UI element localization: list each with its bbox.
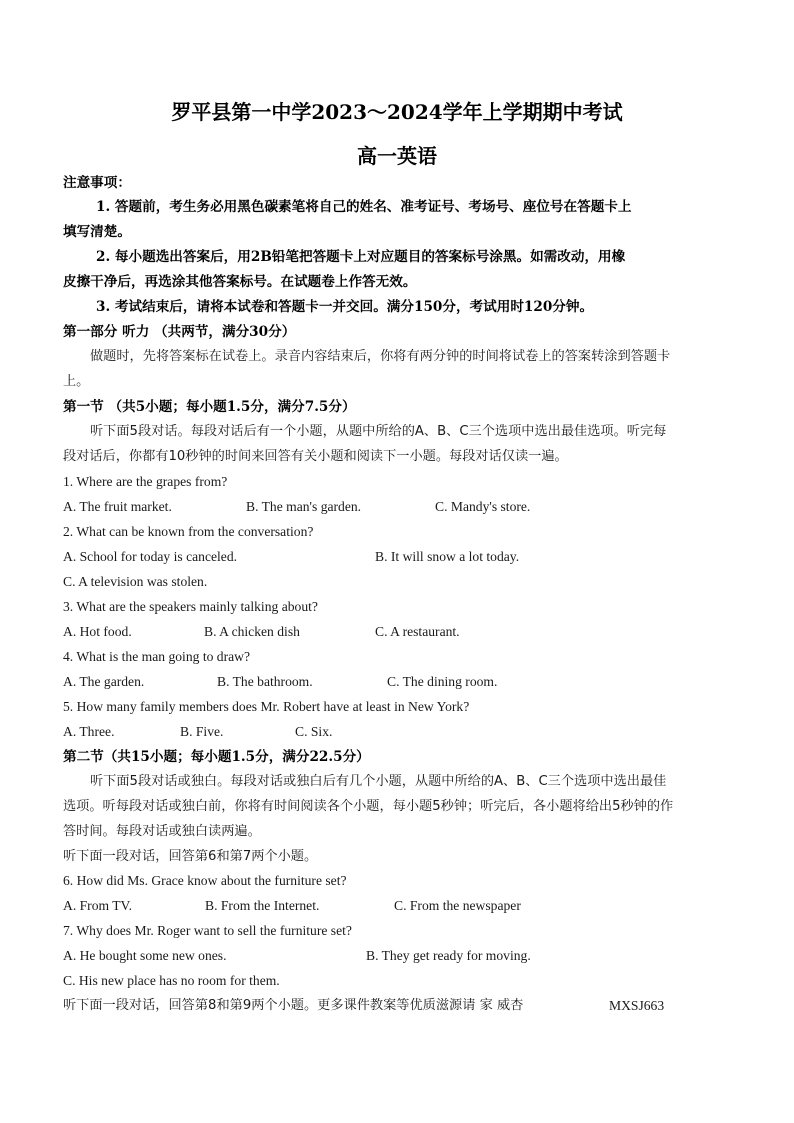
q2-option-b: B. It will snow a lot today. <box>375 549 520 564</box>
q1-option-b: B. The man's garden. <box>246 499 362 514</box>
q5-option-b: B. Five. <box>180 724 224 739</box>
part1-intro: 做题时，先将答案标在试卷上。录音内容结束后，你将有两分钟的时间将试卷上的答案转涂到答题卡 <box>90 349 671 364</box>
q2-option-a: A. School for today is canceled. <box>63 549 238 564</box>
section2-intro: 听下面5段对话或独白。每段对话或独白后有几个小题，从题中所给的A、B、C三个选项中选出最佳 <box>90 774 667 789</box>
q7-option-a: A. He bought some new ones. <box>63 948 227 963</box>
q6-option-c: C. From the newspaper <box>394 898 521 913</box>
section2-intro-cont-2: 答时间。每段对话或独白读两遍。 <box>63 824 261 839</box>
question-6: 6. How did Ms. Grace know about the furniture set? <box>63 873 347 888</box>
q6-option-a: A. From TV. <box>63 898 132 913</box>
question-1: 1. Where are the grapes from? <box>63 474 228 489</box>
question-3: 3. What are the speakers mainly talking about? <box>63 599 318 614</box>
q1-option-a: A. The fruit market. <box>63 499 172 514</box>
notice-item-1: 1. 答题前，考生务必用黑色碳素笔将自己的姓名、准考证号、考场号、座位号在答题卡上 <box>96 199 632 215</box>
question-5: 5. How many family members does Mr. Robert have at least in New York? <box>63 699 470 714</box>
section2-intro-cont-1: 选项。听每段对话或独白前，你将有时间阅读各个小题，每小题5秒钟；听完后，各小题将给出5秒钟的作 <box>63 799 674 814</box>
q2-option-c: C. A television was stolen. <box>63 574 208 589</box>
section1-heading: 第一节 （共5小题；每小题1.5分，满分7.5分） <box>63 399 356 415</box>
section2-heading: 第二节（共15小题；每小题1.5分，满分22.5分） <box>63 749 370 765</box>
exam-subject: 高一英语 <box>357 144 437 168</box>
q3-option-b: B. A chicken dish <box>204 624 300 639</box>
group2-instruction: 听下面一段对话，回答第8和第9两个小题。更多课件教案等优质滋源请 家 威杏 <box>63 998 524 1013</box>
q4-option-b: B. The bathroom. <box>217 674 313 689</box>
notice-item-3: 3. 考试结束后，请将本试卷和答题卡一并交回。满分150分，考试用时120分钟。 <box>96 299 594 315</box>
group1-instruction: 听下面一段对话，回答第6和第7两个小题。 <box>63 849 318 864</box>
exam-title: 罗平县第一中学2023～2024学年上学期期中考试 <box>171 100 623 124</box>
q5-option-c: C. Six. <box>295 724 333 739</box>
notice-item-2-cont: 皮擦干净后，再选涂其他答案标号。在试题卷上作答无效。 <box>63 274 417 290</box>
watermark-code: MXSJ663 <box>609 998 665 1013</box>
q7-option-b: B. They get ready for moving. <box>366 948 531 963</box>
section1-intro: 听下面5段对话。每段对话后有一个小题，从题中所给的A、B、C三个选项中选出最佳选项。听完每 <box>90 424 667 439</box>
q4-option-a: A. The garden. <box>63 674 145 689</box>
notice-heading: 注意事项： <box>63 175 131 191</box>
part1-intro-cont: 上。 <box>63 374 90 389</box>
q3-option-a: A. Hot food. <box>63 624 132 639</box>
q3-option-c: C. A restaurant. <box>375 624 460 639</box>
q5-option-a: A. Three. <box>63 724 115 739</box>
q7-option-c: C. His new place has no room for them. <box>63 973 280 988</box>
part1-heading: 第一部分 听力 （共两节，满分30分） <box>63 324 296 340</box>
notice-item-2: 2. 每小题选出答案后，用2B铅笔把答题卡上对应题目的答案标号涂黑。如需改动，用橡 <box>96 249 626 265</box>
q6-option-b: B. From the Internet. <box>205 898 320 913</box>
notice-item-1-cont: 填写清楚。 <box>63 224 131 240</box>
question-2: 2. What can be known from the conversation? <box>63 524 314 539</box>
section1-intro-cont: 段对话后，你都有10秒钟的时间来回答有关小题和阅读下一小题。每段对话仅读一遍。 <box>63 449 568 464</box>
q1-option-c: C. Mandy's store. <box>435 499 531 514</box>
question-4: 4. What is the man going to draw? <box>63 649 251 664</box>
q4-option-c: C. The dining room. <box>387 674 498 689</box>
question-7: 7. Why does Mr. Roger want to sell the furniture set? <box>63 923 352 938</box>
